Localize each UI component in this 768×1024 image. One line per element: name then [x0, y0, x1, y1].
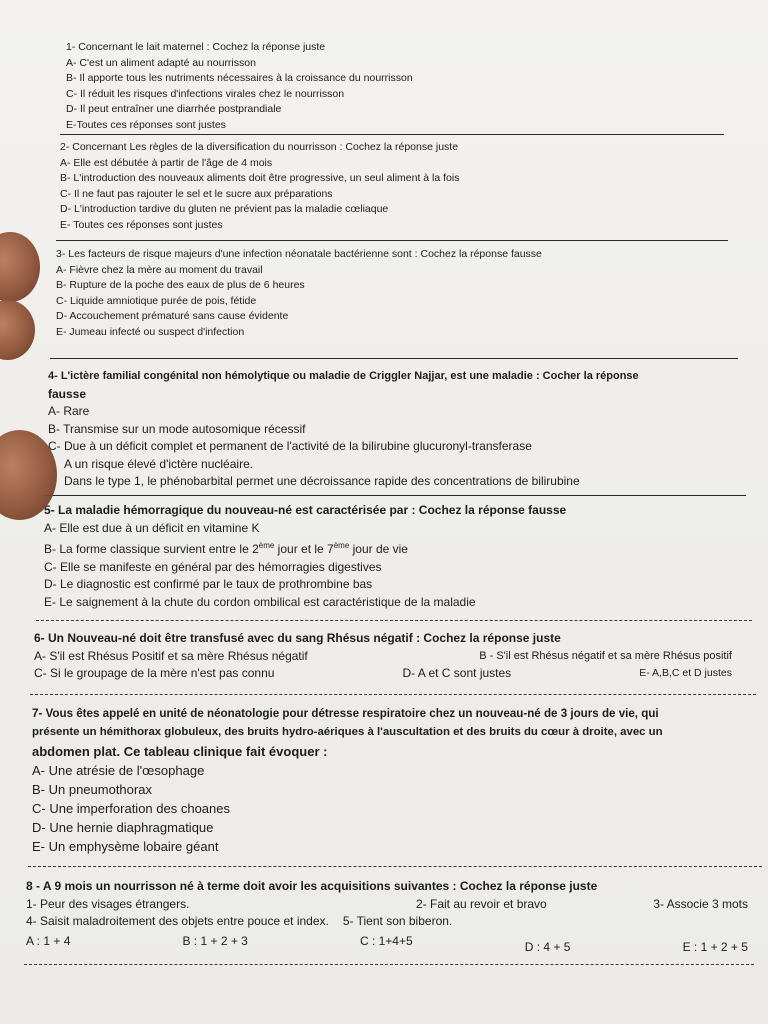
question-5-option-d: D- Le diagnostic est confirmé par le taux de prothrombine bas: [44, 577, 373, 591]
question-6-row-1: [34, 648, 732, 666]
question-8-answers: [26, 933, 748, 957]
question-2-option-d: D- L'introduction tardive du gluten ne prévient pas la maladie cœliaque: [60, 203, 389, 215]
question-7-title-line-1: 7- Vous êtes appelé en unité de néonatologie pour détresse respiratoire chez un nouveau-né de 3 jours de vie, qui: [32, 707, 659, 720]
question-3: [56, 247, 738, 340]
question-3-option-c: C- Liquide amniotique purée de pois, fétide: [56, 294, 257, 307]
question-7-title-line-2: présente un hémithorax globuleux, des bruits hydro-aériques à l'auscultation et des bruits du cœur à droite, avec un: [32, 726, 663, 738]
question-7-option-c: C- Une imperforation des choanes: [32, 801, 230, 816]
question-8-answer-a: A : 1 + 4: [26, 933, 71, 948]
question-1-option-c: C- Il réduit les risques d'infections virales chez le nourrisson: [66, 87, 345, 100]
question-3-option-b: B- Rupture de la poche des eaux de plus de 6 heures: [56, 279, 305, 291]
question-8-answer-b: B : 1 + 2 + 3: [182, 933, 248, 948]
finger-shape: [0, 300, 35, 360]
question-1: [66, 40, 738, 133]
question-5-option-b-sup2: ème: [333, 541, 350, 550]
separator-7: [28, 866, 762, 867]
question-6: [34, 630, 732, 683]
question-8-title: 8 - A 9 mois un nourrisson né à terme doit avoir les acquisitions suivantes : Cochez la réponse juste: [26, 879, 598, 893]
question-2-option-c: C- Il ne faut pas rajouter le sel et le sucre aux préparations: [60, 187, 333, 200]
question-2-option-b: B- L'introduction des nouveaux aliments doit être progressive, un seul aliment à la fois: [60, 172, 460, 184]
question-5-option-b-sup1: ème: [258, 541, 275, 550]
question-8-row-1: [26, 896, 748, 914]
question-1-option-b: B- Il apporte tous les nutriments nécessaires à la croissance du nourrisson: [66, 72, 413, 84]
question-5-option-c: C- Elle se manifeste en général par des hémorragies digestives: [44, 559, 382, 574]
question-8-row-2: [26, 913, 748, 931]
question-5-option-b-part3: jour de vie: [349, 542, 408, 556]
question-7: [32, 704, 758, 856]
question-8-answer-e: E : 1 + 2 + 5: [682, 939, 748, 954]
question-4-option-d: A un risque élevé d'ictère nucléaire.: [64, 456, 254, 471]
question-5-title: 5- La maladie hémorragique du nouveau-né est caractérisée par : Cochez la réponse fausse: [44, 503, 567, 517]
question-7-option-d: D- Une hernie diaphragmatique: [32, 820, 214, 835]
separator-6: [30, 694, 756, 695]
question-1-option-e: E-Toutes ces réponses sont justes: [66, 118, 226, 131]
separator-4: [44, 495, 746, 496]
question-2-title: 2- Concernant Les règles de la diversification du nourrisson : Cochez la réponse juste: [60, 141, 459, 153]
question-7-option-a: A- Une atrésie de l'œsophage: [32, 763, 205, 778]
question-7-option-e: E- Un emphysème lobaire géant: [32, 839, 219, 854]
question-8-item-3: 3- Associe 3 mots: [653, 896, 748, 911]
question-3-option-a: A- Fièvre chez la mère au moment du travail: [56, 263, 263, 276]
question-8-item-4: 4- Saisit maladroitement des objets entre pouce et index.: [26, 914, 329, 928]
question-8: [26, 878, 748, 956]
question-4-title-continued: fausse: [48, 386, 87, 401]
question-8-item-5: 5- Tient son biberon.: [342, 914, 453, 928]
question-6-option-a: A- S'il est Rhésus Positif et sa mère Rhésus négatif: [34, 648, 308, 663]
question-4: [48, 368, 738, 491]
question-2: [60, 140, 738, 233]
question-5: [44, 502, 738, 611]
question-6-option-e: E- A,B,C et D justes: [639, 667, 732, 679]
separator-2: [56, 240, 728, 241]
question-5-option-b-part2: jour et le 7: [274, 542, 334, 556]
question-6-title: 6- Un Nouveau-né doit être transfusé avec du sang Rhésus négatif : Cochez la réponse juste: [34, 631, 561, 645]
question-2-option-e: E- Toutes ces réponses sont justes: [60, 218, 223, 231]
question-7-option-b: B- Un pneumothorax: [32, 782, 152, 797]
question-6-option-d: D- A et C sont justes: [402, 666, 512, 680]
question-5-option-e: E- Le saignement à la chute du cordon ombilical est caractéristique de la maladie: [44, 594, 476, 609]
question-4-title: 4- L'ictère familial congénital non hémolytique ou maladie de Criggler Najjar, est une maladie : Cocher la réponse: [48, 370, 639, 382]
question-3-option-e: E- Jumeau infecté ou suspect d'infection: [56, 325, 245, 338]
separator-1: [60, 134, 724, 135]
question-4-option-c: C- Due à un déficit complet et permanent de l'activité de la bilirubine glucuronyl-transferase: [48, 439, 532, 453]
question-5-option-a: A- Elle est due à un déficit en vitamine K: [44, 520, 260, 535]
question-1-title: 1- Concernant le lait maternel : Cochez la réponse juste: [66, 41, 326, 53]
question-8-answer-d: D : 4 + 5: [524, 939, 571, 954]
question-4-option-e: Dans le type 1, le phénobarbital permet une décroissance rapide des concentrations de bilirubine: [64, 474, 580, 488]
question-3-option-d: D- Accouchement prématuré sans cause évidente: [56, 310, 289, 322]
question-5-option-b: [44, 537, 738, 559]
question-4-option-b: B- Transmise sur un mode autosomique récessif: [48, 421, 306, 436]
question-3-title: 3- Les facteurs de risque majeurs d'une infection néonatale bactérienne sont : Cochez la réponse fausse: [56, 248, 542, 260]
separator-5: [36, 620, 752, 621]
separator-3: [50, 358, 738, 359]
question-6-row-2: [34, 665, 732, 683]
question-1-option-a: A- C'est un aliment adapté au nourrisson: [66, 56, 256, 69]
question-6-option-c: C- Si le groupage de la mère n'est pas connu: [34, 666, 275, 680]
question-4-option-a: A- Rare: [48, 404, 90, 418]
separator-8: [24, 964, 754, 965]
question-6-option-b: B - S'il est Rhésus négatif et sa mère Rhésus positif: [479, 649, 732, 662]
question-1-option-d: D- Il peut entraîner une diarrhée postprandiale: [66, 103, 282, 115]
question-7-title-line-3: abdomen plat. Ce tableau clinique fait évoquer :: [32, 744, 328, 759]
question-2-option-a: A- Elle est débutée à partir de l'âge de 4 mois: [60, 156, 273, 169]
finger-shape: [0, 232, 40, 302]
question-8-answer-c: C : 1+4+5: [359, 933, 413, 948]
question-5-option-b-part1: B- La forme classique survient entre le 2: [44, 542, 259, 556]
question-8-item-1: 1- Peur des visages étrangers.: [26, 896, 190, 911]
question-8-item-2: 2- Fait au revoir et bravo: [415, 896, 547, 911]
